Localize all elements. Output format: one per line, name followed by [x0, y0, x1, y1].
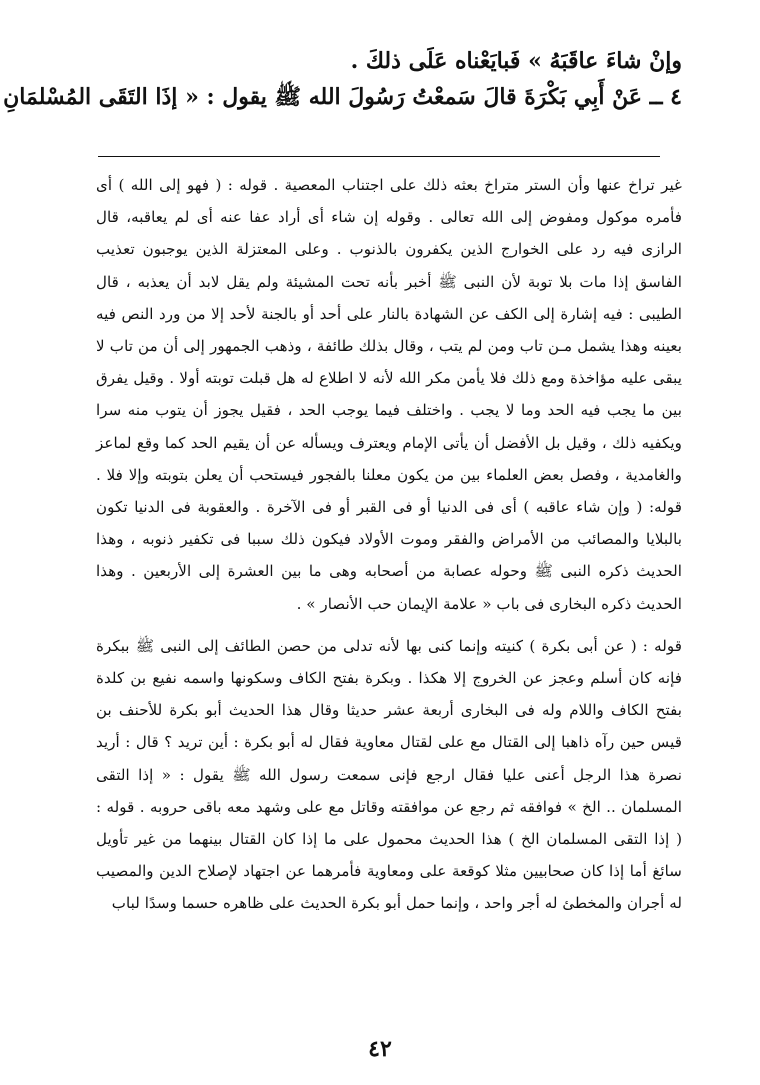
hadith-line-1: وإنْ شاءَ عاقَبَهُ » فَبايَعْناه عَلَى ذلكَ . — [350, 48, 682, 74]
commentary-paragraph-2: قوله : ( عن أبى بكرة ) كنيته وإنما كنى بها لأنه تدلى من حصن الطائف إلى النبى ﷺ ببكرة فإنه كان أسلم وعجز عن الخروج إلا هكذا . وبكرة بفتح الكاف وسكونها واسمه نفيع بن كلدة بفتح الكاف واللام وله فى البخارى أربعة عشر حديثا وقال هذا الحديث أبو بكرة للأحنف بن قيس حين رآه ذاهبا إلى القتال مع على لقتال معاوية فقال له أبو بكرة : أين تريد ؟ قال : أريد نصرة هذا الرجل أعنى عليا فقال ارجع فإنى سمعت رسول الله ﷺ يقول : « إذا التقى المسلمان .. الخ » فوافقه ثم رجع عن موافقته وقاتل مع على وشهد معه باقى حروبه . قوله : ( إذا التقى المسلمان الخ ) هذا الحديث محمول على ما إذا كان القتال بينهما من غير تأويل سائغ أما إذا كان صحابيين مثلا كوقعة على ومعاوية فأمرهما عن اجتهاد لإصلاح الدين والمصيب له أجران والمخطئ له أجر واحد ، وإنما حمل أبو بكرة الحديث على ظاهره حسما وسدًا لباب — [96, 636, 682, 913]
separator-rule — [98, 156, 660, 157]
hadith-text — [3, 44, 682, 115]
hadith-line-2: ٤ ــ عَنْ أَبِي بَكْرَةَ قالَ سَمعْتُ رَسُولَ الله ﷺ يقول : « إذَا التَقَى المُسْلمَانِ — [3, 83, 682, 110]
commentary-paragraph-1: غير تراخ عنها وأن الستر متراخ بعثه ذلك على اجتناب المعصية . قوله : ( فهو إلى الله ) أى فأمره موكول ومفوض إلى الله تعالى . وقوله إن شاء أى أراد عفا عنه أى لم يعاقبه، قال الرازى فيه رد على الخوارج الذين يكفرون بالذنوب . وعلى المعتزلة الذين يوجبون تعذيب الفاسق إذا مات بلا توبة لأن النبى ﷺ أخبر بأنه تحت المشيئة ولم يقل لابد أن يعذبه ، قال الطيبى : فيه إشارة إلى الكف عن الشهادة بالنار على أحد أو بالجنة لأحد إلا من ورد النص فيه بعينه وهذا يشمل مـن تاب ومن لم يتب ، وقال بذلك طائفة ، وذهب الجمهور إلى أن من تاب لا يبقى عليه مؤاخذة ومع ذلك فلا يأمن مكر الله لأنه لا اطلاع له هل قبلت توبته أولا . وقيل يفرق بين ما يجب فيه الحد وما لا يجب . واختلف فيما يوجب الحد ، فقيل يجوز أن يتوب منه سرا ويكفيه ذلك ، وقيل بل الأفضل أن يأتى الإمام ويعترف ويسأله عن أن يقيم الحد كما وقع لماعز والغامدية ، وفصل بعض العلماء بين من يكون معلنا بالفجور فيستحب أن يعلن بتوبته وإلا فلا . قوله: ( وإن شاء عاقبه ) أى فى الدنيا أو فى القبر أو فى الآخرة . والعقوبة فى الدنيا تكون بالبلايا والمصائب من الأمراض والفقر وموت الأولاد فيكون ذلك سببا فى تكفير ذنوبه ، وهذا الحديث ذكره النبى ﷺ وحوله عصابة من أصحابه وهى ما بين العشرة إلى الأربعين . وهذا الحديث ذكره البخارى فى باب « علامة الإيمان حب الأنصار » . — [96, 176, 682, 613]
page-number: ٤٢ — [368, 1036, 392, 1062]
commentary-text — [96, 169, 682, 920]
